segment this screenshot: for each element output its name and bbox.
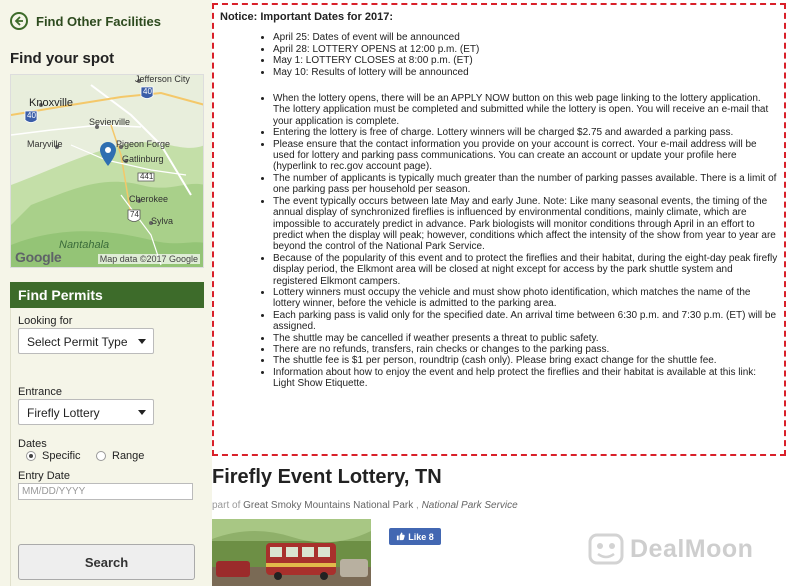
park-link[interactable]: Great Smoky Mountains National Park <box>243 500 414 511</box>
map-label-place: Gatlinburg <box>122 154 164 164</box>
chevron-down-icon <box>138 410 146 415</box>
sidebar <box>0 0 212 586</box>
rule-item: • Entering the lottery is free of charge. Lottery winners will be charged $2.75 and awarded a parking pass. <box>273 127 778 138</box>
find-permits-header: Find Permits <box>10 282 204 308</box>
google-logo: Google <box>15 249 62 265</box>
rule-item: • The shuttle may be cancelled if weather presents a threat to public safety. <box>273 333 778 344</box>
route-shield-label: 441 <box>140 172 154 181</box>
date-option-label: Specific <box>42 450 81 462</box>
thumbs-up-icon <box>396 532 405 541</box>
like-count-label: Like 8 <box>408 531 434 542</box>
radio-icon[interactable] <box>96 451 106 461</box>
separator: , <box>416 500 419 511</box>
rule-item: • Because of the popularity of this event and to protect the fireflies and their habitat, during the eight-day peak firefly display period, the Elkmont area will be closed at night except for access by the park shuttle system and registered Elkmont campers. <box>273 253 778 287</box>
map-label-place: Jefferson City <box>135 74 190 84</box>
route-shield-label: 74 <box>130 210 139 219</box>
entrance-value: Firefly Lottery <box>27 406 100 420</box>
radio-selected-icon[interactable] <box>26 451 36 461</box>
chevron-down-icon <box>138 339 146 344</box>
route-shield-label: 40 <box>143 87 152 96</box>
lottery-rules-list <box>220 93 778 390</box>
date-item: • May 1: LOTTERY CLOSES at 8:00 p.m. (ET) <box>273 55 778 66</box>
location-map[interactable] <box>10 74 204 268</box>
important-dates-list <box>220 32 778 78</box>
important-dates-notice <box>212 3 786 456</box>
permit-type-select[interactable] <box>18 328 154 354</box>
map-label-place: Knoxville <box>29 97 74 109</box>
entry-date-placeholder: MM/DD/YYYY <box>22 486 86 497</box>
date-item: • April 28: LOTTERY OPENS at 12:00 p.m. (ET) <box>273 44 778 55</box>
rule-item: • Please ensure that the contact information you provide on your account is correct. Your e-mail address will be used for lottery and parking pass communications. You can create an account or update your profile here (hyperlink to rec.gov account page). <box>273 139 778 173</box>
entrance-select[interactable] <box>18 399 154 425</box>
part-of-prefix: part of <box>212 500 241 511</box>
looking-for-label: Looking for <box>18 315 73 327</box>
dates-label: Dates <box>18 438 47 450</box>
date-option-range[interactable] <box>96 450 144 462</box>
map-label-place: Nantahala <box>59 239 110 251</box>
facebook-like-button[interactable] <box>389 528 441 545</box>
map-credit: Map data ©2017 Google <box>99 254 198 264</box>
part-of-line <box>212 500 518 511</box>
map-label-place: Sevierville <box>89 117 131 127</box>
dealmoon-watermark <box>588 533 753 565</box>
date-item: • April 25: Dates of event will be announced <box>273 32 778 43</box>
notice-title: Notice: Important Dates for 2017: <box>220 11 393 23</box>
find-your-spot-heading: Find your spot <box>10 50 115 67</box>
permit-type-value: Select Permit Type <box>27 335 128 349</box>
date-option-label: Range <box>112 450 145 462</box>
page-title: Firefly Event Lottery, TN <box>212 466 442 488</box>
rule-item: • Information about how to enjoy the event and help protect the fireflies and their habitat is available at this link: Light Show Etiquette. <box>273 367 778 390</box>
map-label-place: Pigeon Forge <box>116 139 171 149</box>
date-item: • May 10: Results of lottery will be announced <box>273 67 778 78</box>
find-other-facilities-label: Find Other Facilities <box>36 13 161 29</box>
rule-item: • The number of applicants is typically much greater than the number of parking passes available. There is a limit of one parking pass per household per season. <box>273 173 778 196</box>
route-shield-label: 40 <box>27 111 36 120</box>
event-photo <box>212 519 371 586</box>
map-label-place: Sylva <box>151 216 174 226</box>
arrow-left-icon <box>10 12 28 30</box>
watermark-text: DealMoon <box>630 534 754 563</box>
map-label-place: Maryville <box>27 139 63 149</box>
date-option-specific[interactable] <box>26 450 81 462</box>
agency-link[interactable]: National Park Service <box>421 500 518 511</box>
entry-date-label: Entry Date <box>18 470 70 482</box>
rule-item: • There are no refunds, transfers, rain checks or changes to the parking pass. <box>273 344 778 355</box>
search-button[interactable]: Search <box>18 544 195 580</box>
dealmoon-logo-icon <box>588 533 624 565</box>
map-label-place: Cherokee <box>129 194 169 204</box>
rule-item: • Lottery winners must occupy the vehicle and must show photo identification, which matches the name of the lottery winner, before the vehicle is admitted to the parking area. <box>273 287 778 310</box>
entrance-label: Entrance <box>18 386 63 398</box>
entry-date-input[interactable] <box>18 483 193 500</box>
rule-item: • The shuttle fee is $1 per person, roundtrip (cash only). Please bring exact change for the shuttle fee. <box>273 355 778 366</box>
rule-item: • Each parking pass is valid only for the specified date. An arrival time between 6:30 p.m. and 7:30 p.m. (ET) will be assigned. <box>273 310 778 333</box>
rule-item: • The event typically occurs between late May and early June. Note: Like many seasonal events, the timing of the annual display of synchronized fireflies is influenced by environmental conditions, mainly climate, which are impossible to accurately predict in advance. Park biologists will monitor conditions through April in an effort to predict when the display will peak; however, conditions which affect the intensity of the show from year to year are beyond the control of the National Park Service. <box>273 196 778 253</box>
find-other-facilities-link[interactable] <box>10 12 161 30</box>
rule-item: • When the lottery opens, there will be an APPLY NOW button on this web page linking to the lottery application. The lottery application must be completed and submitted while the lottery is open. You will receive an e-mail that your application is complete. <box>273 93 778 127</box>
